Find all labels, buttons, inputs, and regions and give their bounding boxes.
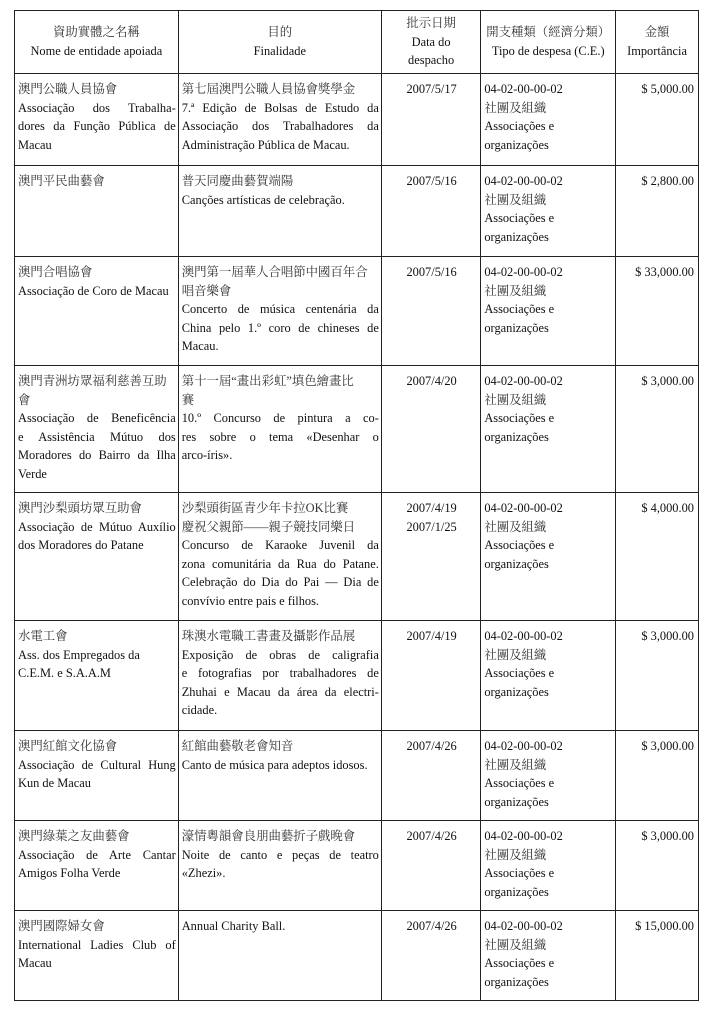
- entity-line: Associação de Arte Cantar: [18, 847, 176, 862]
- entity-line: Kun de Macau: [18, 776, 91, 791]
- date-cell: [381, 731, 480, 821]
- entity-cell: [15, 911, 179, 1001]
- purpose-line: convívio entre pais e filhos.: [181, 593, 320, 608]
- dispatch-date: 2007/4/19: [406, 501, 457, 515]
- entity-line: 澳門合唱協會: [18, 265, 93, 279]
- purpose-line: Celebração do Dia do Pai — Dia de: [181, 575, 379, 590]
- expense-type-cell: [481, 731, 616, 821]
- entity-line: 澳門紅館文化協會: [18, 739, 118, 753]
- expense-type-line: 社團及組織: [484, 847, 547, 862]
- purpose-line: Exposição de obras de caligrafia: [181, 647, 379, 662]
- entity-line: C.E.M. e S.A.A.M: [18, 666, 111, 681]
- entity-line: Associação dos Trabalha-: [18, 100, 176, 115]
- date-cell: [381, 74, 480, 166]
- amount-cell: [616, 166, 699, 257]
- header-pt: Finalidade: [253, 44, 306, 58]
- amount-cell: [616, 821, 699, 911]
- expense-type-line: 04-02-00-00-02: [484, 919, 563, 933]
- amount: $ 15,000.00: [635, 919, 694, 933]
- amount-cell: [616, 621, 699, 731]
- purpose-cell: [178, 166, 381, 257]
- entity-line: 會: [18, 392, 31, 407]
- expense-type-line: Associações e: [484, 666, 555, 681]
- expense-type-line: Associações e: [484, 411, 555, 426]
- purpose-cell: [178, 621, 381, 731]
- purpose-line: Administração Pública de Macau.: [181, 137, 350, 152]
- entity-cell: [15, 731, 179, 821]
- purpose-cell: [178, 74, 381, 166]
- purpose-line: China pelo 1.º coro de chineses de: [181, 320, 379, 335]
- purpose-line: «Zhezi».: [181, 866, 226, 881]
- header-expense-type: [481, 11, 616, 74]
- dispatch-date: 2007/4/26: [406, 829, 457, 843]
- entity-line: Macau: [18, 956, 52, 971]
- purpose-cell: [178, 731, 381, 821]
- expense-type-line: 社團及組織: [484, 757, 547, 772]
- amount: $ 33,000.00: [635, 265, 694, 279]
- expense-type-line: organizações: [484, 556, 549, 571]
- expense-type-line: organizações: [484, 884, 549, 899]
- amount-cell: [616, 731, 699, 821]
- purpose-line: Concurso de Karaoke Juvenil da: [181, 538, 379, 553]
- date-cell: [381, 493, 480, 621]
- expense-type-cell: [481, 621, 616, 731]
- entity-line: International Ladies Club of: [18, 937, 176, 952]
- purpose-line: 慶祝父親節——親子競技同樂日: [181, 519, 356, 534]
- purpose-line: zona comunitária da Rua do Patane.: [181, 556, 379, 571]
- table-row: [15, 74, 699, 166]
- purpose-line: Annual Charity Ball.: [181, 919, 286, 933]
- purpose-line: 普天同慶曲藝賀端陽: [181, 174, 294, 188]
- expense-type-line: organizações: [484, 137, 549, 152]
- purpose-line: 10.º Concurso de pintura a co-: [181, 411, 379, 426]
- entity-cell: [15, 821, 179, 911]
- expense-type-cell: [481, 166, 616, 257]
- entity-line: dores da Função Pública de: [18, 119, 176, 134]
- expense-type-line: 社團及組織: [484, 392, 547, 407]
- expense-type-line: Associações e: [484, 538, 555, 553]
- purpose-line: cidade.: [181, 703, 218, 718]
- header-pt: Importância: [627, 44, 687, 58]
- expense-type-cell: [481, 366, 616, 493]
- expense-type-line: 社團及組織: [484, 937, 547, 952]
- purpose-line: 唱音樂會: [181, 283, 232, 298]
- table-row: [15, 166, 699, 257]
- dispatch-date: 2007/4/26: [406, 739, 457, 753]
- entity-line: dos Moradores do Patane: [18, 538, 144, 553]
- expense-type-line: 04-02-00-00-02: [484, 739, 563, 753]
- expense-type-line: organizações: [484, 320, 549, 335]
- dispatch-date: 2007/5/16: [406, 174, 457, 188]
- header-purpose: [178, 11, 381, 74]
- purpose-line: 第十一屆“畫出彩虹”填色繪畫比: [181, 374, 354, 388]
- expense-type-line: organizações: [484, 794, 549, 809]
- expense-type-line: 04-02-00-00-02: [484, 829, 563, 843]
- purpose-line: 澳門第一屆華人合唱節中國百年合: [181, 265, 368, 279]
- header-pt: Nome de entidade apoiada: [30, 44, 163, 58]
- header-zh: 金額: [644, 25, 670, 40]
- expense-type-line: 社團及組織: [484, 100, 547, 115]
- header-amount: [616, 11, 699, 74]
- entity-line: 澳門公職人員協會: [18, 82, 118, 96]
- purpose-line: 珠澳水電職工書畫及攝影作品展: [181, 629, 356, 643]
- entity-cell: [15, 493, 179, 621]
- expense-type-line: Associações e: [484, 776, 555, 791]
- header-zh: 資助實體之名稱: [53, 25, 140, 40]
- table-row: [15, 621, 699, 731]
- header-zh: 批示日期: [406, 16, 456, 31]
- entity-cell: [15, 621, 179, 731]
- expense-type-cell: [481, 821, 616, 911]
- expense-type-line: 04-02-00-00-02: [484, 629, 563, 643]
- expense-type-line: 04-02-00-00-02: [484, 265, 563, 279]
- purpose-line: Concerto de música centenária da: [181, 302, 379, 317]
- purpose-cell: [178, 911, 381, 1001]
- amount-cell: [616, 366, 699, 493]
- expense-type-line: organizações: [484, 974, 549, 989]
- table-row: [15, 821, 699, 911]
- table-row: [15, 257, 699, 366]
- entity-line: Amigos Folha Verde: [18, 866, 121, 881]
- header-pt: Tipo de despesa (C.E.): [491, 44, 605, 58]
- entity-line: Macau: [18, 137, 52, 152]
- amount: $ 3,000.00: [641, 739, 694, 753]
- dispatch-date: 2007/5/16: [406, 265, 457, 279]
- purpose-line: Canções artísticas de celebração.: [181, 192, 345, 207]
- expense-type-line: Associações e: [484, 302, 555, 317]
- dispatch-date: 2007/4/20: [406, 374, 457, 388]
- expense-type-cell: [481, 74, 616, 166]
- amount: $ 3,000.00: [641, 374, 694, 388]
- amount: $ 3,000.00: [641, 829, 694, 843]
- amount: $ 2,800.00: [641, 174, 694, 188]
- expense-type-line: Associações e: [484, 866, 555, 881]
- expense-type-line: 社團及組織: [484, 519, 547, 534]
- purpose-line: Zhuhai e Macau da área da electri-: [181, 684, 379, 699]
- entity-line: 澳門青洲坊眾福利慈善互助: [18, 374, 167, 388]
- dispatch-date: 2007/5/17: [406, 82, 457, 96]
- amount: $ 5,000.00: [641, 82, 694, 96]
- amount: $ 4,000.00: [641, 501, 694, 515]
- purpose-cell: [178, 257, 381, 366]
- expense-type-line: organizações: [484, 684, 549, 699]
- amount-cell: [616, 493, 699, 621]
- entity-line: Associação de Mútuo Auxílio: [18, 519, 176, 534]
- entity-cell: [15, 366, 179, 493]
- entity-cell: [15, 166, 179, 257]
- entity-line: 澳門國際婦女會: [18, 919, 105, 933]
- header-pt: despacho: [408, 53, 455, 68]
- purpose-line: Associação dos Trabalhadores da: [181, 119, 379, 134]
- date-cell: [381, 366, 480, 493]
- purpose-line: res sobre o tema «Desenhar o: [181, 429, 379, 444]
- header-entity: [15, 11, 179, 74]
- expense-type-line: Associações e: [484, 211, 555, 226]
- entity-line: 澳門綠葉之友曲藝會: [18, 829, 130, 843]
- purpose-line: 7.ª Edição de Bolsas de Estudo da: [181, 100, 379, 115]
- purpose-line: Noite de canto e peças de teatro: [181, 847, 379, 862]
- purpose-line: 賽: [181, 392, 195, 407]
- table-row: [15, 731, 699, 821]
- table-row: [15, 493, 699, 621]
- amount-cell: [616, 74, 699, 166]
- expense-type-cell: [481, 493, 616, 621]
- table-row: [15, 911, 699, 1001]
- expense-type-line: 04-02-00-00-02: [484, 501, 563, 515]
- purpose-line: 第七屆澳門公職人員協會獎學金: [181, 82, 356, 96]
- expense-type-line: organizações: [484, 229, 549, 244]
- entity-line: Ass. dos Empregados da: [18, 647, 140, 662]
- date-cell: [381, 821, 480, 911]
- expense-type-line: 04-02-00-00-02: [484, 174, 563, 188]
- expense-type-line: Associações e: [484, 119, 555, 134]
- dispatch-date: 2007/1/25: [406, 519, 457, 534]
- header-zh: 目的: [267, 25, 293, 40]
- purpose-line: 濠情粵韻會良朋曲藝折子戲晚會: [181, 829, 356, 843]
- entity-line: 澳門沙梨頭坊眾互助會: [18, 501, 142, 515]
- entity-cell: [15, 257, 179, 366]
- entity-line: Verde: [18, 466, 47, 481]
- purpose-cell: [178, 366, 381, 493]
- subsidy-table: [14, 10, 699, 1001]
- dispatch-date: 2007/4/19: [406, 629, 457, 643]
- entity-line: Associação de Coro de Macau: [18, 283, 169, 298]
- entity-line: 澳門平民曲藝會: [18, 174, 105, 188]
- expense-type-line: Associações e: [484, 956, 555, 971]
- expense-type-line: 04-02-00-00-02: [484, 374, 563, 388]
- expense-type-line: 社團及組織: [484, 192, 547, 207]
- entity-line: 水電工會: [18, 629, 68, 643]
- entity-line: Associação de Cultural Hung: [18, 757, 176, 772]
- amount-cell: [616, 257, 699, 366]
- entity-line: e Assistência Mútuo dos: [18, 429, 176, 444]
- amount-cell: [616, 911, 699, 1001]
- header-pt: Data do: [411, 34, 451, 49]
- purpose-cell: [178, 821, 381, 911]
- expense-type-line: 04-02-00-00-02: [484, 82, 563, 96]
- table-row: [15, 366, 699, 493]
- purpose-line: 紅館曲藝敬老會知音: [181, 739, 294, 753]
- header-zh: 開支種類（經濟分類）: [486, 25, 611, 40]
- date-cell: [381, 911, 480, 1001]
- expense-type-line: 社團及組織: [484, 647, 547, 662]
- expense-type-cell: [481, 257, 616, 366]
- purpose-line: Macau.: [181, 339, 219, 354]
- date-cell: [381, 166, 480, 257]
- purpose-line: e fotografias por trabalhadores de: [181, 666, 379, 681]
- purpose-line: arco-íris».: [181, 448, 233, 463]
- entity-line: Moradores do Bairro da Ilha: [18, 448, 176, 463]
- purpose-line: 沙梨頭街區青少年卡拉OK比賽: [181, 501, 349, 515]
- expense-type-cell: [481, 911, 616, 1001]
- table-header-row: [15, 11, 699, 74]
- purpose-line: Canto de música para adeptos idosos.: [181, 757, 368, 772]
- entity-line: Associação de Beneficência: [18, 411, 176, 426]
- amount: $ 3,000.00: [641, 629, 694, 643]
- expense-type-line: organizações: [484, 429, 549, 444]
- entity-cell: [15, 74, 179, 166]
- expense-type-line: 社團及組織: [484, 283, 547, 298]
- purpose-cell: [178, 493, 381, 621]
- date-cell: [381, 257, 480, 366]
- date-cell: [381, 621, 480, 731]
- header-date: [381, 11, 480, 74]
- dispatch-date: 2007/4/26: [406, 919, 457, 933]
